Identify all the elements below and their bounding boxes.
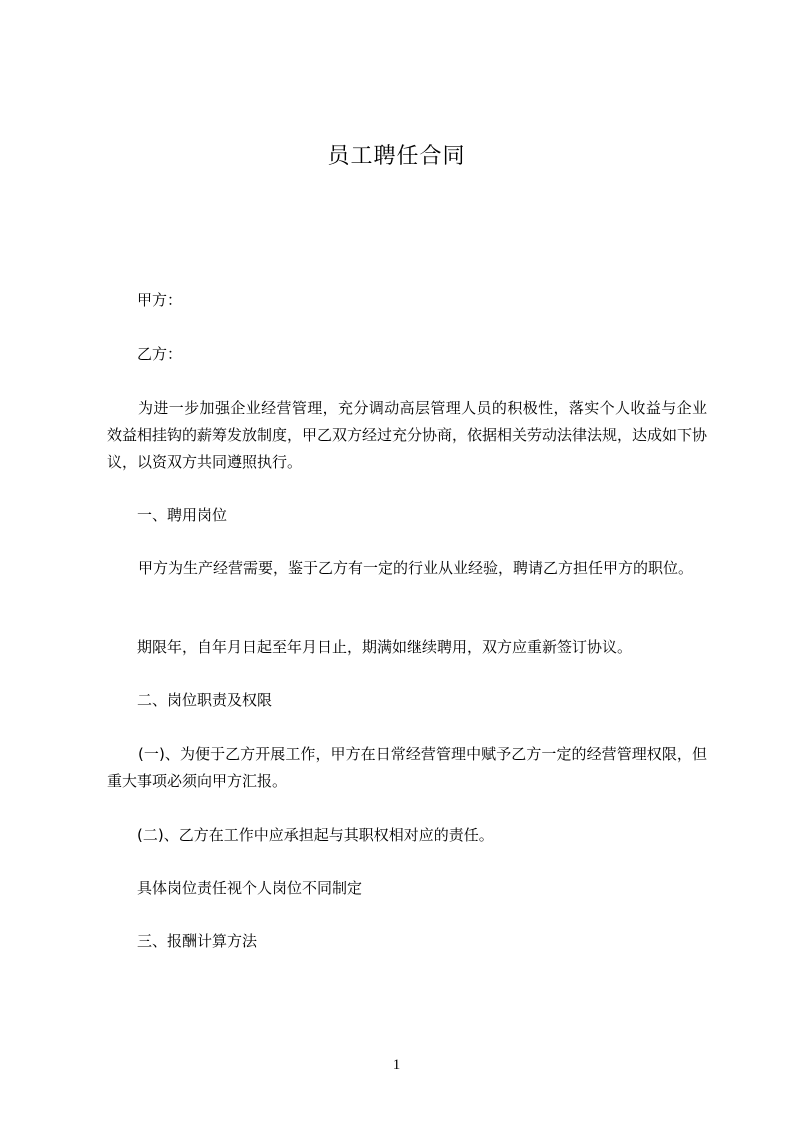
section-1-paragraph-1: 甲方为生产经营需要，鉴于乙方有一定的行业从业经验，聘请乙方担任甲方的职位。	[138, 559, 694, 577]
party-b-label: 乙方：	[137, 345, 183, 363]
section-2-item-1: (一)、为便于乙方开展工作，甲方在日常经营管理中赋予乙方一定的经营管理权限，但重大事项必须向甲方汇报。	[107, 745, 707, 790]
section-2-note: 具体岗位责任视个人岗位不同制定	[137, 879, 363, 897]
section-1-paragraph-2: 期限年，自年月日起至年月日止，期满如继续聘用，双方应重新签订协议。	[137, 638, 633, 656]
section-1-heading: 一、聘用岗位	[137, 506, 228, 524]
document-title: 员工聘任合同	[327, 144, 466, 169]
section-3-heading: 三、报酬计算方法	[137, 932, 258, 950]
section-2-item-2: (二)、乙方在工作中应承担起与其职权相对应的责任。	[137, 826, 494, 844]
intro-paragraph: 为进一步加强企业经营管理，充分调动高层管理人员的积极性，落实个人收益与企业效益相挂钩的薪筹发放制度，甲乙双方经过充分协商，依据相关劳动法律法规，达成如下协议，以资双方共同遵照执行。	[107, 399, 708, 471]
section-2-heading: 二、岗位职责及权限	[137, 691, 273, 709]
party-a-label: 甲方：	[137, 291, 183, 309]
page-number: 1	[392, 1057, 401, 1073]
